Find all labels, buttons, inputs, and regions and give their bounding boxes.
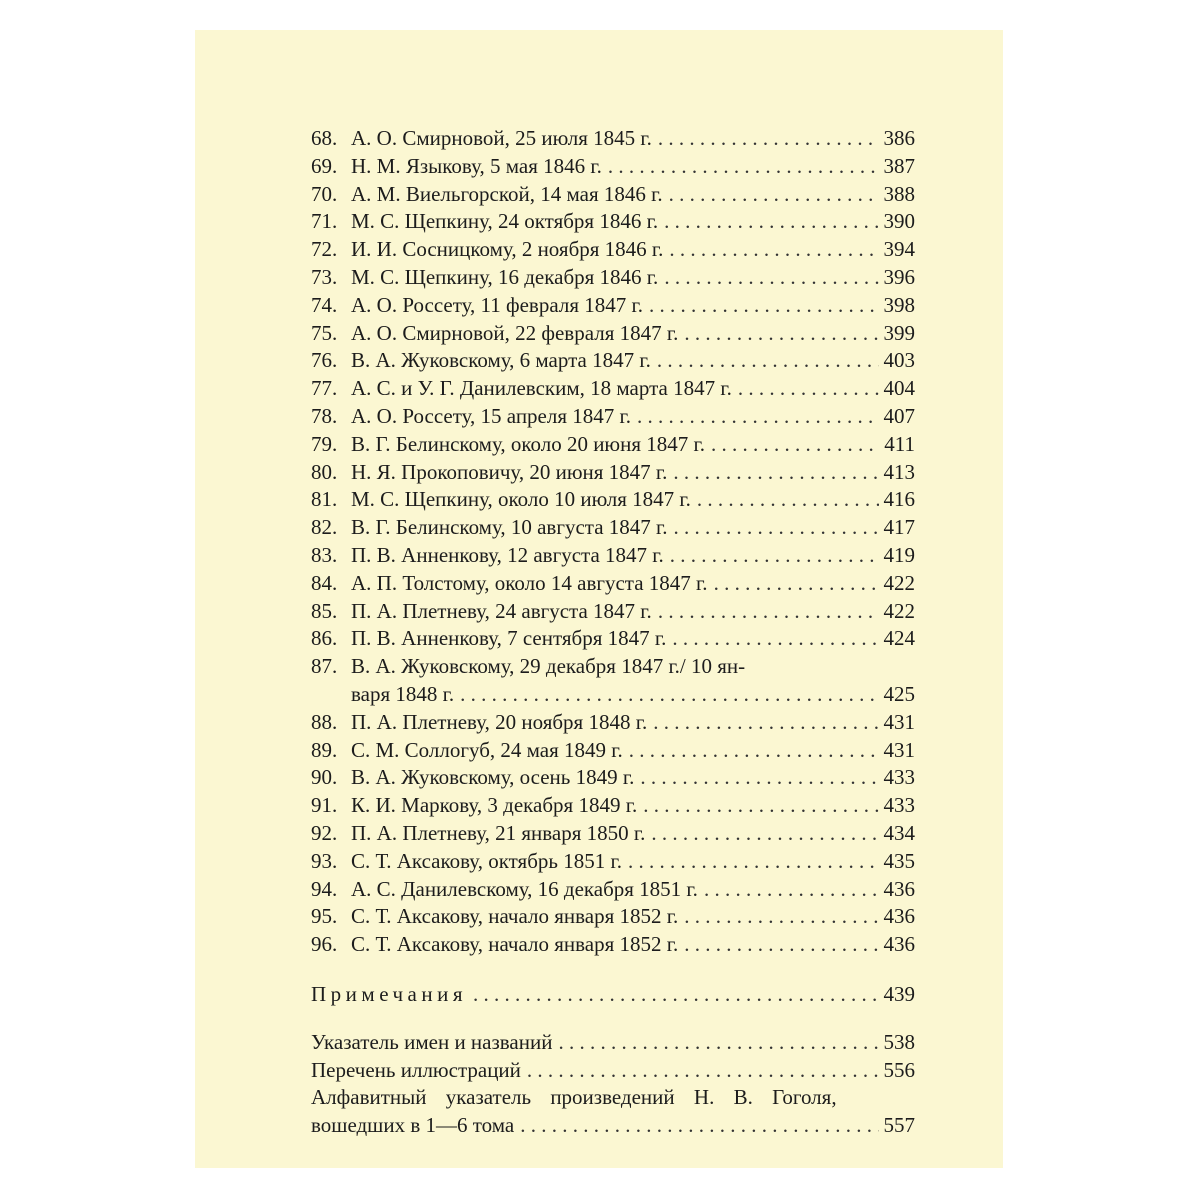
entry-text: Указатель имен и названий <box>311 1029 553 1054</box>
entry-text: Н. М. Языкову, 5 мая 1846 г. <box>351 153 602 178</box>
entry-page-number: 422 <box>883 598 915 623</box>
toc-entry-87-line2 <box>311 681 915 709</box>
toc-entry <box>311 792 915 820</box>
toc-entry <box>311 931 915 959</box>
entry-text: П. В. Анненкову, 7 сентября 1847 г. <box>351 626 667 651</box>
entry-number: 91. <box>311 793 338 818</box>
entry-number: 95. <box>311 904 338 929</box>
entry-text: П. А. Плетневу, 24 августа 1847 г. <box>351 598 652 623</box>
toc-entry <box>311 486 915 514</box>
toc-entry-87 <box>311 653 915 709</box>
dot-leader <box>645 820 879 848</box>
entry-page-number: 431 <box>883 737 915 762</box>
dot-leader <box>652 598 879 626</box>
entry-page-number: 419 <box>883 542 915 567</box>
dot-leader <box>666 625 879 653</box>
entry-text: С. М. Соллогуб, 24 мая 1849 г. <box>351 737 623 762</box>
entry-page-number: 398 <box>883 292 915 317</box>
toc-entry <box>311 903 915 931</box>
entry-number: 85. <box>311 598 338 623</box>
entry-number: 69. <box>311 153 338 178</box>
entry-page-number: 416 <box>883 487 915 512</box>
entry-page-number: 436 <box>883 904 915 929</box>
entry-number: 93. <box>311 848 338 873</box>
dot-leader <box>668 514 879 542</box>
dot-leader <box>623 737 879 765</box>
toc-entry <box>311 570 915 598</box>
entry-page-number: 436 <box>883 876 915 901</box>
entry-page-number: 417 <box>883 515 915 540</box>
entry-text: В. А. Жуковскому, 6 марта 1847 г. <box>351 348 651 373</box>
entry-text: М. С. Щепкину, около 10 июля 1847 г. <box>351 487 691 512</box>
dot-leader <box>708 570 879 598</box>
toc-alpha-index <box>311 1084 915 1140</box>
dot-leader <box>622 848 879 876</box>
toc-entries-group <box>311 709 915 959</box>
entry-number: 76. <box>311 348 338 373</box>
entry-page-number: 399 <box>883 320 915 345</box>
entry-text: А. О. Россету, 15 апреля 1847 г. <box>351 403 632 428</box>
entry-page-number: 556 <box>883 1057 915 1082</box>
entry-text: А. С. Данилевскому, 16 декабря 1851 г. <box>351 876 698 901</box>
entry-page-number: 435 <box>883 848 915 873</box>
toc-entry <box>311 264 915 292</box>
entry-page-number: 403 <box>883 348 915 373</box>
entry-page-number: 431 <box>883 709 915 734</box>
entry-number: 88. <box>311 709 338 734</box>
entry-page-number: 404 <box>883 376 915 401</box>
toc-entry <box>311 320 915 348</box>
entry-text: А. С. и У. Г. Данилевским, 18 марта 1847 г. <box>351 376 732 401</box>
toc-entry <box>311 236 915 264</box>
entry-number: 77. <box>311 376 338 401</box>
alpha-index-text: вошедших в 1—6 тома <box>311 1113 515 1138</box>
dot-leader <box>651 347 879 375</box>
dot-leader <box>634 764 879 792</box>
dot-leader <box>667 459 879 487</box>
dot-leader <box>637 792 879 820</box>
toc-back-matter <box>311 1029 915 1085</box>
table-of-contents <box>311 125 915 1140</box>
toc-entry <box>311 375 915 403</box>
entry-page-number: 538 <box>883 1029 915 1054</box>
entry-text: С. Т. Аксакову, начало января 1852 г. <box>351 932 679 957</box>
entry-number: 96. <box>311 932 338 957</box>
entry-number: 92. <box>311 820 338 845</box>
entry-page-number: 424 <box>883 626 915 651</box>
entry-page-number: 411 <box>884 431 915 456</box>
entry-number: 71. <box>311 209 338 234</box>
entry-page-number: 394 <box>883 237 915 262</box>
entry-number: 87. <box>311 654 338 679</box>
entry-number: 72. <box>311 237 338 262</box>
entry-text-continued: варя 1848 г. <box>351 681 455 706</box>
entry-number: 79. <box>311 431 338 456</box>
entry-number: 83. <box>311 542 338 567</box>
dot-leader <box>658 264 879 292</box>
entry-page-number: 434 <box>883 820 915 845</box>
toc-entry <box>311 1057 915 1085</box>
dot-leader <box>631 403 879 431</box>
entry-text: В. Г. Белинскому, 10 августа 1847 г. <box>351 515 668 540</box>
toc-entry-87-line1 <box>311 653 915 681</box>
toc-entry <box>311 625 915 653</box>
entry-text: П. А. Плетневу, 20 ноября 1848 г. <box>351 709 648 734</box>
entry-page-number: 388 <box>883 181 915 206</box>
entry-text: Н. Я. Прокоповичу, 20 июня 1847 г. <box>351 459 668 484</box>
toc-entry <box>311 292 915 320</box>
entry-page-number: 407 <box>883 403 915 428</box>
entry-number: 82. <box>311 515 338 540</box>
entry-number: 73. <box>311 264 338 289</box>
notes-title: Примечания <box>311 981 468 1006</box>
toc-entry <box>311 737 915 765</box>
spacer <box>311 1009 915 1029</box>
toc-entry <box>311 459 915 487</box>
dot-leader <box>678 903 879 931</box>
dot-leader <box>732 375 879 403</box>
entry-number: 80. <box>311 459 338 484</box>
entry-text: А. О. Россету, 11 февраля 1847 г. <box>351 292 643 317</box>
entry-text: И. И. Сосницкому, 2 ноября 1846 г. <box>351 237 664 262</box>
entry-text: А. П. Толстому, около 14 августа 1847 г. <box>351 570 708 595</box>
toc-entry <box>311 598 915 626</box>
dot-leader <box>652 125 879 153</box>
dot-leader <box>678 320 879 348</box>
dot-leader <box>663 181 879 209</box>
dot-leader <box>658 208 879 236</box>
notes-page-number: 439 <box>883 981 915 1006</box>
toc-entry <box>311 403 915 431</box>
spacer <box>311 959 915 981</box>
entry-text: С. Т. Аксакову, октябрь 1851 г. <box>351 848 622 873</box>
toc-entry <box>311 764 915 792</box>
dot-leader <box>678 931 879 959</box>
entry-page-number: 386 <box>883 126 915 150</box>
entry-number: 94. <box>311 876 338 901</box>
entry-text: В. Г. Белинскому, около 20 июня 1847 г. <box>351 431 706 456</box>
entry-text: К. И. Маркову, 3 декабря 1849 г. <box>351 793 638 818</box>
entry-page-number: 436 <box>883 932 915 957</box>
dot-leader <box>521 1057 879 1085</box>
toc-entry <box>311 848 915 876</box>
entry-number: 75. <box>311 320 338 345</box>
entry-page-number: 390 <box>883 209 915 234</box>
alpha-index-line1: Алфавитный указатель произведений Н. В. Гоголя, <box>311 1085 837 1110</box>
entry-number: 81. <box>311 487 338 512</box>
dot-leader <box>663 236 879 264</box>
entry-number: 68. <box>311 126 338 150</box>
toc-entry <box>311 347 915 375</box>
book-page <box>195 30 1003 1168</box>
entry-text: А. М. Виельгорской, 14 мая 1846 г. <box>351 181 663 206</box>
toc-entry <box>311 181 915 209</box>
toc-entry <box>311 514 915 542</box>
toc-entry <box>311 1029 915 1057</box>
toc-notes <box>311 981 915 1009</box>
entry-text: С. Т. Аксакову, начало января 1852 г. <box>351 904 679 929</box>
entry-text: А. О. Смирновой, 22 февраля 1847 г. <box>351 320 679 345</box>
entry-number: 84. <box>311 570 338 595</box>
toc-entry <box>311 153 915 181</box>
entry-page-number: 433 <box>883 793 915 818</box>
entry-page-number: 425 <box>883 681 915 706</box>
toc-entry <box>311 431 915 459</box>
toc-entry <box>311 125 915 153</box>
entry-number: 78. <box>311 403 338 428</box>
entry-text: П. А. Плетневу, 21 января 1850 г. <box>351 820 646 845</box>
toc-entry <box>311 208 915 236</box>
entry-number: 90. <box>311 765 338 790</box>
entry-text: В. А. Жуковскому, осень 1849 г. <box>351 765 635 790</box>
alpha-index-page-number: 557 <box>883 1113 915 1138</box>
entry-page-number: 387 <box>883 153 915 178</box>
dot-leader <box>602 153 879 181</box>
toc-entry <box>311 542 915 570</box>
entry-text: М. С. Щепкину, 24 октября 1846 г. <box>351 209 659 234</box>
dot-leader <box>454 681 879 709</box>
toc-entry <box>311 709 915 737</box>
dot-leader <box>514 1112 879 1140</box>
entry-page-number: 422 <box>883 570 915 595</box>
entry-text: Перечень иллюстраций <box>311 1057 521 1082</box>
entry-page-number: 433 <box>883 765 915 790</box>
entry-number: 89. <box>311 737 338 762</box>
toc-entry <box>311 820 915 848</box>
dot-leader <box>691 486 879 514</box>
dot-leader <box>705 431 879 459</box>
entry-text: М. С. Щепкину, 16 декабря 1846 г. <box>351 264 659 289</box>
dot-leader <box>647 709 879 737</box>
entry-text: В. А. Жуковскому, 29 декабря 1847 г./ 10 ян- <box>351 654 746 679</box>
entry-number: 86. <box>311 626 338 651</box>
dot-leader <box>643 292 879 320</box>
toc-entries-group <box>311 125 915 653</box>
dot-leader <box>698 876 879 904</box>
entry-page-number: 413 <box>883 459 915 484</box>
dot-leader <box>552 1029 879 1057</box>
dot-leader <box>467 981 879 1009</box>
dot-leader <box>664 542 879 570</box>
toc-entry <box>311 876 915 904</box>
entry-page-number: 396 <box>883 264 915 289</box>
entry-text: П. В. Анненкову, 12 августа 1847 г. <box>351 542 664 567</box>
entry-number: 74. <box>311 292 338 317</box>
entry-number: 70. <box>311 181 338 206</box>
entry-text: А. О. Смирновой, 25 июля 1845 г. <box>351 126 652 150</box>
alpha-index-line2 <box>311 1112 915 1140</box>
